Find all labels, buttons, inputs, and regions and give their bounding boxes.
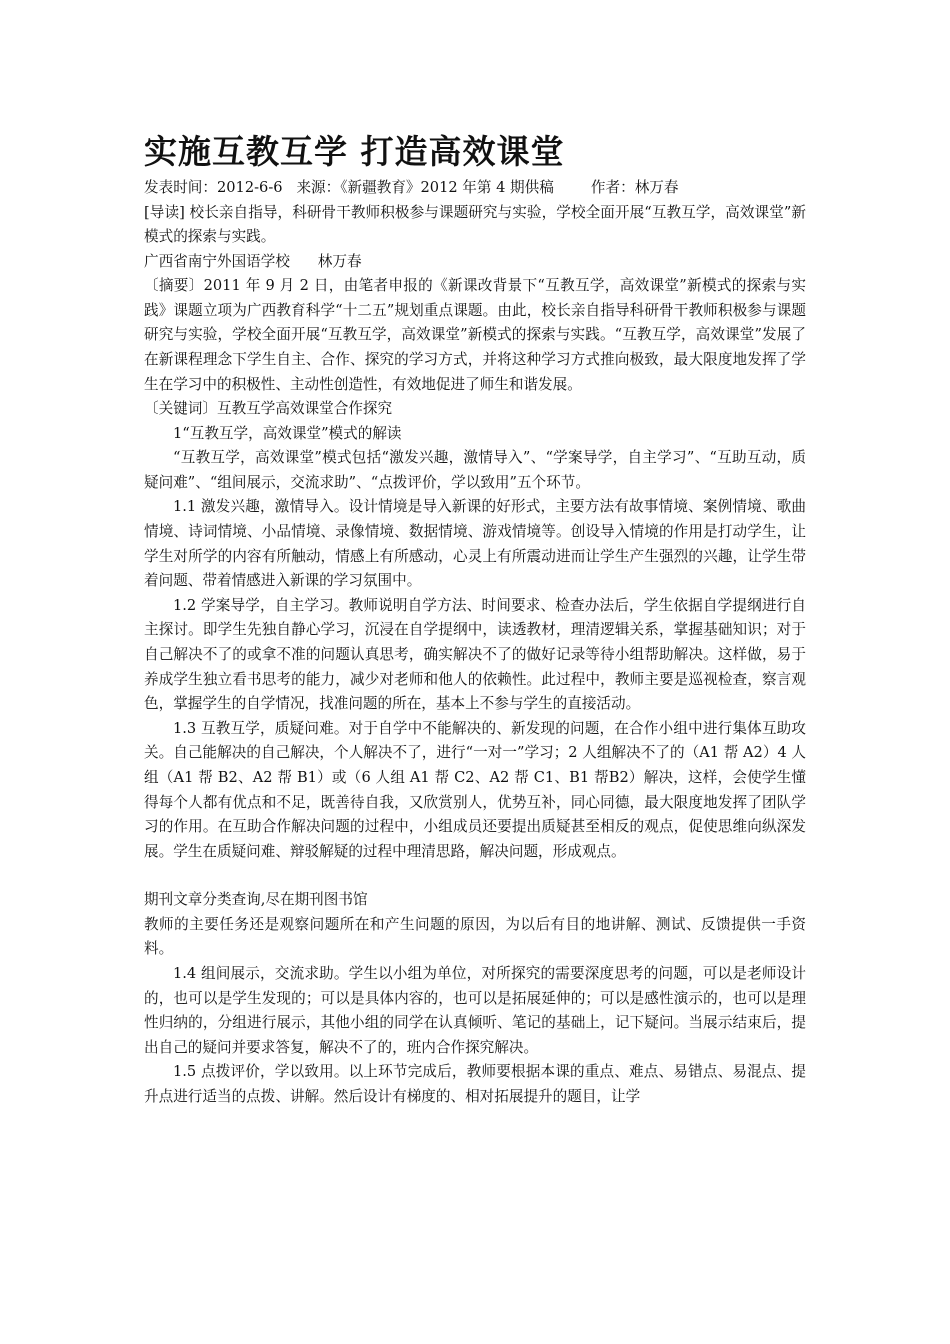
article-title: 实施互教互学 打造高效课堂 bbox=[144, 132, 565, 171]
section-1-5-paragraph: 1.5 点拨评价，学以致用。以上环节完成后，教师要根据本课的重点、难点、易错点、易混点、提升点进行适当的点拨、讲解。然后设计有梯度的、相对拓展提升的题目，让学 bbox=[144, 1063, 806, 1105]
library-note: 期刊文章分类查询,尽在期刊图书馆 bbox=[144, 891, 368, 909]
overview-paragraph: “互教互学，高效课堂”模式包括“激发兴趣，激情导入”、“学案导学，自主学习”、“互助互动，质疑问难”、“组间展示，交流求助”、“点拨评价，学以致用”五个环节。 bbox=[144, 449, 806, 491]
section-1-1-paragraph: 1.1 激发兴趣，激情导入。设计情境是导入新课的好形式，主要方法有故事情境、案例情境、歌曲情境、诗词情境、小品情境、录像情境、数据情境、游戏情境等。创设导入情境的作用是打动学生，让学生对所学的内容有所触动，情感上有所感动，心灵上有所震动进而让学生产生强烈的兴趣，让学生带着问题、带着情感进入新课的学习氛围中。 bbox=[144, 498, 806, 590]
guide-text: [导读] 校长亲自指导，科研骨干教师积极参与课题研究与实验，学校全面开展“互教互学，高效课堂”新模式的探索与实践。 bbox=[144, 203, 806, 246]
section-1-2-paragraph: 1.2 学案导学，自主学习。教师说明自学方法、时间要求、检查办法后，学生依据自学提纲进行自主探讨。即学生先独自静心学习，沉浸在自学提纲中，读透教材，理清逻辑关系，掌握基础知识；对于自己解决不了的或拿不准的问题认真思考，确实解决不了的做好记录等待小组帮助解决。这样做，易于养成学生独立看书思考的能力，减少对老师和他人的依赖性。此过程中，教师主要是巡视检查，察言观色，掌握学生的自学情况，找准问题的所在，基本上不参与学生的直接活动。 bbox=[144, 596, 806, 713]
section-heading: 1“互教互学，高效课堂”模式的解读 bbox=[173, 424, 402, 442]
publish-meta: 发表时间：2012-6-6 来源：《新疆教育》2012 年第 4 期供稿 作者：林万春 bbox=[144, 179, 679, 196]
teacher-task-paragraph: 教师的主要任务还是观察问题所在和产生问题的原因，为以后有目的地讲解、测试、反馈提供一手资料。 bbox=[144, 915, 806, 958]
abstract-paragraph: 〔摘要〕2011 年 9 月 2 日，由笔者申报的《新课改背景下“互教互学，高效课堂”新模式的探索与实践》课题立项为广西教育科学“十二五”规划重点课题。由此，校长亲自指导科研骨干教师积极参与课题研究与实验，学校全面开展“互教互学，高效课堂”新模式的探索与实践。“互教互学，高效课堂”发展了在新课程理念下学生自主、合作、探究的学习方式，并将这种学习方式推向极致，最大限度地发挥了学生在学习中的积极性、主动性创造性，有效地促进了师生和谐发展。 bbox=[144, 277, 806, 393]
author-line: 广西省南宁外国语学校 林万春 bbox=[144, 252, 362, 270]
keywords-line: 〔关键词〕互教互学高效课堂合作探究 bbox=[144, 400, 393, 418]
document-page bbox=[144, 130, 806, 1110]
paragraph-spacer bbox=[144, 864, 806, 888]
section-1-3-paragraph: 1.3 互教互学，质疑问难。对于自学中不能解决的、新发现的问题，在合作小组中进行集体互助攻关。自己能解决的自己解决，个人解决不了，进行“一对一”学习；2 人组解决不了的（A1 帮 A2）4 人组（A1 帮 B2、A2 帮 B1）或（6 人组 A1 帮 C2、A2 帮 C1、B1 帮B2）解决，这样，会使学生懂得每个人都有优点和不足，既善待自我，又欣赏别人，优势互补，同心同德，最大限度地发挥了团队学习的作用。在互助合作解决问题的过程中，小组成员还要提出质疑甚至相反的观点，促使思维向纵深发展。学生在质疑问难、辩驳解疑的过程中理清思路，解决问题，形成观点。 bbox=[144, 719, 806, 860]
section-1-4-paragraph: 1.4 组间展示，交流求助。学生以小组为单位，对所探究的需要深度思考的问题，可以是老师设计的，也可以是学生发现的；可以是具体内容的，也可以是拓展延伸的；可以是感性演示的，也可以是理性归纳的，分组进行展示，其他小组的同学在认真倾听、笔记的基础上，记下疑问。当展示结束后，提出自己的疑问并要求答复，解决不了的，班内合作探究解决。 bbox=[144, 965, 806, 1056]
